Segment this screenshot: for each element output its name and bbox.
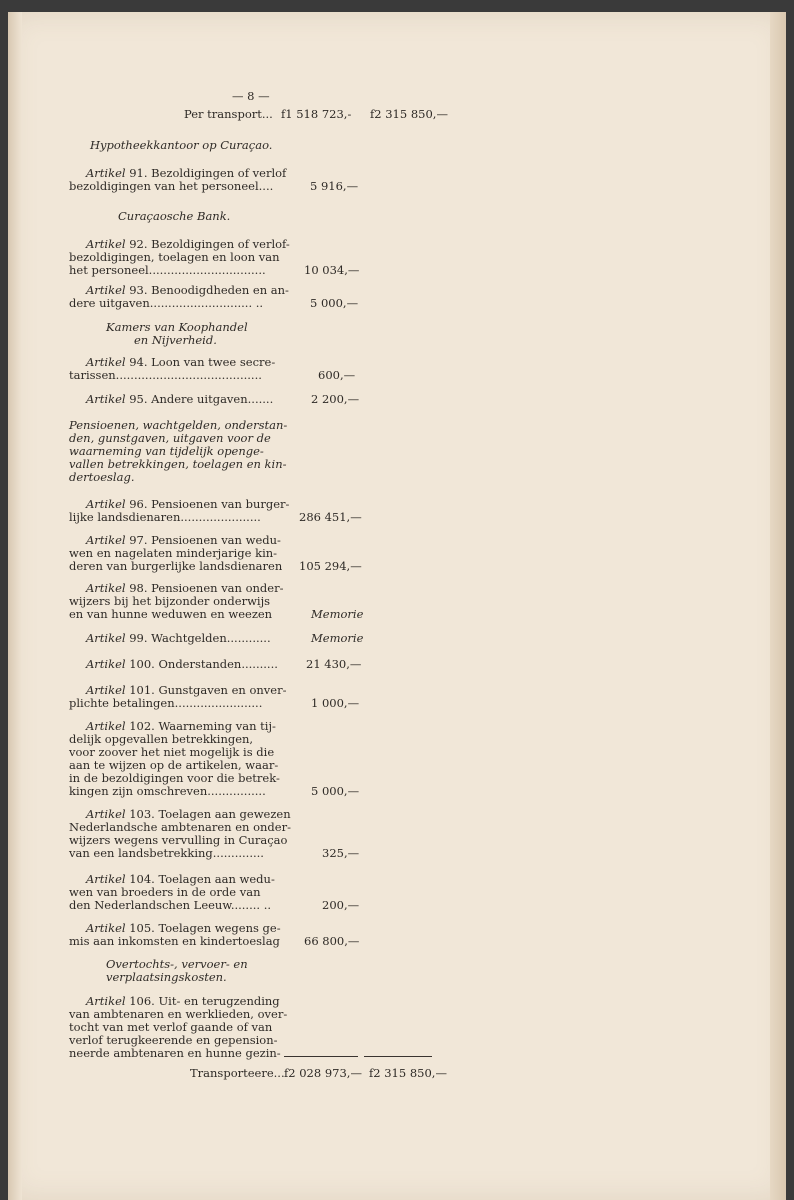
section-title: waarneming van tijdelijk openge- (69, 444, 264, 458)
article-text: Andere uitgaven....... (151, 392, 274, 406)
article-amount: 105 294,— (299, 559, 362, 573)
article-amount: Memorie (311, 631, 364, 645)
section-title: Curaçaosche Bank. (118, 209, 231, 223)
article-text: Toelagen aan wedu- (158, 872, 275, 886)
article-number: 102. (129, 719, 155, 733)
article-line: het personeel................................ (69, 263, 266, 277)
article-line: in de bezoldigingen voor die betrek- (69, 771, 280, 785)
article-line (86, 632, 271, 645)
article-line: bezoldigingen, toelagen en loon van (69, 250, 280, 264)
section-title: Pensioenen, wachtgelden, onderstan- (69, 418, 288, 432)
sum-rule-col1 (284, 1056, 358, 1057)
article-amount: 325,— (322, 846, 360, 860)
article-text: Loon van twee secre- (151, 355, 276, 369)
article-label: Artikel (86, 533, 126, 547)
transport-top-label: Per transport... (184, 107, 273, 121)
article-text: Toelagen wegens ge- (158, 921, 281, 935)
article-text: Wachtgelden............ (151, 631, 271, 645)
article-line: Nederlandsche ambtenaren en onder- (69, 820, 291, 834)
article-text: Uit- en terugzending (158, 994, 280, 1008)
article-text: Pensioenen van burger- (151, 497, 290, 511)
article-line: bezoldigingen van het personeel.... (69, 179, 274, 193)
article-label: Artikel (86, 283, 126, 297)
article-line: den Nederlandschen Leeuw........ .. (69, 898, 272, 912)
article-line: van ambtenaren en werklieden, over- (69, 1007, 288, 1021)
article-amount: 1 000,— (311, 696, 360, 710)
article-amount: 66 800,— (304, 934, 360, 948)
article-line: voor zoover het niet mogelijk is die (69, 745, 275, 759)
section-title: Overtochts-, vervoer- en (106, 957, 248, 971)
article-amount: 5 000,— (311, 784, 360, 798)
section-title: Kamers van Koophandel (106, 320, 248, 334)
article-line: neerde ambtenaren en hunne gezin- (69, 1046, 281, 1060)
article-number: 103. (129, 807, 155, 821)
article-line: wen van broeders in de orde van (69, 885, 261, 899)
article-text: Benoodigdheden en an- (151, 283, 289, 297)
article-text: Pensioenen van onder- (151, 581, 284, 595)
article-number: 93. (129, 283, 148, 297)
transport-bottom-label: Transporteere... (190, 1066, 285, 1080)
article-label: Artikel (86, 237, 126, 251)
article-line: kingen zijn omschreven................ (69, 784, 266, 798)
article-line: tarissen........................................ (69, 368, 262, 382)
section-title: vallen betrekkingen, toelagen en kin- (69, 457, 287, 471)
article-line: tocht van met verlof gaande of van (69, 1020, 273, 1034)
article-line (86, 393, 273, 406)
article-text: Toelagen aan gewezen (158, 807, 291, 821)
article-number: 100. (129, 657, 155, 671)
article-line: dere uitgaven............................ .. (69, 296, 264, 310)
article-text: Gunstgaven en onver- (158, 683, 287, 697)
article-line: van een landsbetrekking.............. (69, 846, 264, 860)
section-title: verplaatsingskosten. (106, 970, 227, 984)
article-label: Artikel (86, 921, 126, 935)
article-label: Artikel (86, 872, 126, 886)
document-page (8, 12, 786, 1200)
section-title: den, gunstgaven, uitgaven voor de (69, 431, 271, 445)
section-title: Hypotheekkantoor op Curaçao. (90, 138, 273, 152)
article-amount: 5 916,— (310, 179, 359, 193)
article-line: deren van burgerlijke landsdienaren (69, 559, 283, 573)
article-number: 105. (129, 921, 155, 935)
article-label: Artikel (86, 631, 126, 645)
article-number: 97. (129, 533, 148, 547)
article-number: 98. (129, 581, 148, 595)
article-number: 91. (129, 166, 148, 180)
page-right-edge (770, 12, 786, 1200)
transport-top-col2: f2 315 850,— (370, 107, 448, 121)
article-number: 101. (129, 683, 155, 697)
article-label: Artikel (86, 994, 126, 1008)
article-label: Artikel (86, 355, 126, 369)
transport-bottom-col1: f2 028 973,— (284, 1066, 362, 1080)
article-number: 96. (129, 497, 148, 511)
article-line: wijzers wegens vervulling in Curaçao (69, 833, 288, 847)
section-title: en Nijverheid. (134, 333, 217, 347)
article-amount: Memorie (311, 607, 364, 621)
article-line: delijk opgevallen betrekkingen, (69, 732, 254, 746)
article-number: 99. (129, 631, 148, 645)
article-text: Bezoldigingen of verlof (151, 166, 287, 180)
sum-rule-col2 (364, 1056, 432, 1057)
article-text: Waarneming van tij- (158, 719, 276, 733)
article-line: aan te wijzen op de artikelen, waar- (69, 758, 279, 772)
article-label: Artikel (86, 683, 126, 697)
article-label: Artikel (86, 497, 126, 511)
article-line: verlof terugkeerende en gepension- (69, 1033, 278, 1047)
article-number: 92. (129, 237, 148, 251)
article-amount: 5 000,— (310, 296, 359, 310)
article-line (86, 658, 278, 671)
article-amount: 600,— (318, 368, 356, 382)
article-label: Artikel (86, 166, 126, 180)
article-amount: 286 451,— (299, 510, 362, 524)
article-number: 106. (129, 994, 155, 1008)
article-label: Artikel (86, 657, 126, 671)
article-line: lijke landsdienaren...................... (69, 510, 261, 524)
article-number: 94. (129, 355, 148, 369)
article-amount: 2 200,— (311, 392, 360, 406)
transport-top-col1: f1 518 723,- (281, 107, 352, 121)
article-label: Artikel (86, 719, 126, 733)
article-line: plichte betalingen........................ (69, 696, 263, 710)
article-line: en van hunne weduwen en weezen (69, 607, 273, 621)
article-label: Artikel (86, 392, 126, 406)
page-left-edge (8, 12, 22, 1200)
article-line: wijzers bij het bijzonder onderwijs (69, 594, 271, 608)
page-number: — 8 — (232, 89, 270, 103)
article-number: 104. (129, 872, 155, 886)
article-text: Pensioenen van wedu- (151, 533, 281, 547)
article-line: wen en nagelaten minderjarige kin- (69, 546, 278, 560)
transport-bottom-col2: f2 315 850,— (369, 1066, 447, 1080)
article-amount: 10 034,— (304, 263, 360, 277)
article-amount: 200,— (322, 898, 360, 912)
article-text: Bezoldigingen of verlof- (151, 237, 290, 251)
article-text: Onderstanden.......... (158, 657, 278, 671)
article-line: mis aan inkomsten en kindertoeslag (69, 934, 280, 948)
section-title: dertoeslag. (69, 470, 135, 484)
article-amount: 21 430,— (306, 657, 362, 671)
article-number: 95. (129, 392, 148, 406)
article-label: Artikel (86, 807, 126, 821)
article-label: Artikel (86, 581, 126, 595)
